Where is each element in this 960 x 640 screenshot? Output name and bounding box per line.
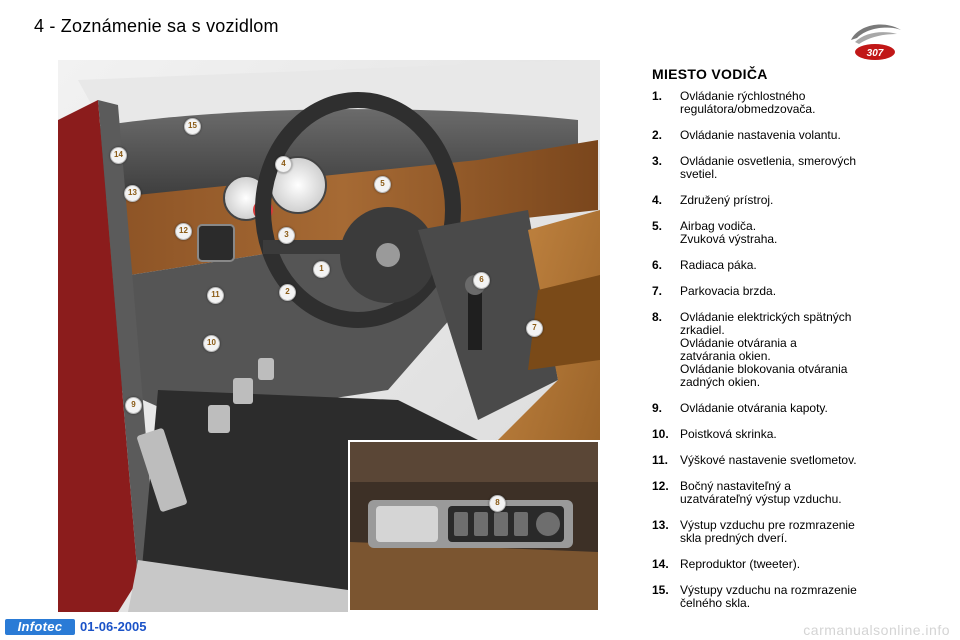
section-heading: MIESTO VODIČA: [652, 66, 768, 82]
legend-item-text: Ovládanie rýchlostného: [680, 89, 806, 103]
legend-item-number: 4.: [652, 193, 663, 207]
legend-item-text: svetiel.: [680, 167, 718, 181]
legend-item-text: skla predných dverí.: [680, 531, 788, 545]
callout-12: 12: [175, 223, 192, 240]
legend-item: [652, 402, 922, 415]
legend-item-number: 15.: [652, 583, 669, 597]
legend-item-number: 2.: [652, 128, 663, 142]
watermark: carmanualsonline.info: [803, 622, 950, 638]
legend-item-text: Reproduktor (tweeter).: [680, 557, 801, 571]
legend-item-number: 13.: [652, 518, 669, 532]
infotec-badge: Infotec: [5, 619, 75, 635]
legend-item-text: Airbag vodiča.: [680, 219, 757, 233]
legend-item-number: 3.: [652, 154, 663, 168]
legend-item: [652, 428, 922, 441]
legend-item-number: 7.: [652, 284, 663, 298]
legend-item-text: Výstupy vzduchu na rozmrazenie: [680, 583, 857, 597]
legend-item-text: Ovládanie otvárania a: [680, 336, 797, 350]
legend-item-text: Radiaca páka.: [680, 258, 757, 272]
callout-7: 7: [526, 320, 543, 337]
legend-item-number: 14.: [652, 557, 669, 571]
logo-text: 307: [866, 48, 884, 59]
legend-item-text: regulátora/obmedzovača.: [680, 102, 816, 116]
legend-list: [652, 90, 922, 623]
legend-item-text: Zvuková výstraha.: [680, 232, 778, 246]
legend-item-number: 9.: [652, 401, 663, 415]
legend-item-text: zadných okien.: [680, 375, 761, 389]
legend-item-text: Poistková skrinka.: [680, 427, 777, 441]
callout-2: 2: [279, 284, 296, 301]
legend-item-text: Bočný nastaviteľný a: [680, 479, 791, 493]
page-title: 4 - Zoznámenie sa s vozidlom: [34, 16, 279, 36]
callout-1: 1: [313, 261, 330, 278]
legend-item-number: 6.: [652, 258, 663, 272]
legend-item-text: Združený prístroj.: [680, 193, 774, 207]
legend-item-text: uzatvárateľný výstup vzduchu.: [680, 492, 842, 506]
callout-6: 6: [473, 272, 490, 289]
legend-item: [652, 558, 922, 571]
inset-window-switch-panel: [348, 440, 600, 612]
legend-item: [652, 194, 922, 207]
legend-item: [652, 155, 922, 181]
legend-item-text: Výstup vzduchu pre rozmrazenie: [680, 518, 855, 532]
legend-item-text: Ovládanie elektrických spätných: [680, 310, 852, 324]
legend-item-text: Ovládanie nastavenia volantu.: [680, 128, 841, 142]
legend-item: [652, 90, 922, 116]
legend-item-number: 12.: [652, 479, 669, 493]
callout-15: 15: [184, 118, 201, 135]
legend-item-text: zatvárania okien.: [680, 349, 771, 363]
callout-9: 9: [125, 397, 142, 414]
legend-item: [652, 480, 922, 506]
legend-item: [652, 285, 922, 298]
callout-3: 3: [278, 227, 295, 244]
legend-item-text: zrkadiel.: [680, 323, 725, 337]
legend-item: [652, 584, 922, 610]
legend-item-text: Ovládanie osvetlenia, smerových: [680, 154, 857, 168]
callout-14: 14: [110, 147, 127, 164]
legend-item-text: Ovládanie blokovania otvárania: [680, 362, 848, 376]
legend-item: [652, 454, 922, 467]
legend-item-text: Výškové nastavenie svetlometov.: [680, 453, 857, 467]
legend-item-text: Ovládanie otvárania kapoty.: [680, 401, 828, 415]
footer: [0, 618, 960, 640]
legend-item: [652, 220, 922, 246]
legend-item: [652, 259, 922, 272]
callout-11: 11: [207, 287, 224, 304]
legend-item-number: 8.: [652, 310, 663, 324]
callout-10: 10: [203, 335, 220, 352]
legend-item-number: 1.: [652, 89, 663, 103]
legend-item-text: Parkovacia brzda.: [680, 284, 777, 298]
callout-5: 5: [374, 176, 391, 193]
callout-13: 13: [124, 185, 141, 202]
legend-item: [652, 129, 922, 142]
footer-date: 01-06-2005: [80, 619, 147, 634]
legend-item-text: čelného skla.: [680, 596, 751, 610]
callout-8: 8: [489, 495, 506, 512]
legend-item: [652, 519, 922, 545]
legend-item: [652, 311, 922, 389]
legend-item-number: 5.: [652, 219, 663, 233]
legend-item-number: 10.: [652, 427, 669, 441]
legend-item-number: 11.: [652, 453, 669, 467]
callout-4: 4: [275, 156, 292, 173]
peugeot-307-logo: [845, 18, 905, 64]
